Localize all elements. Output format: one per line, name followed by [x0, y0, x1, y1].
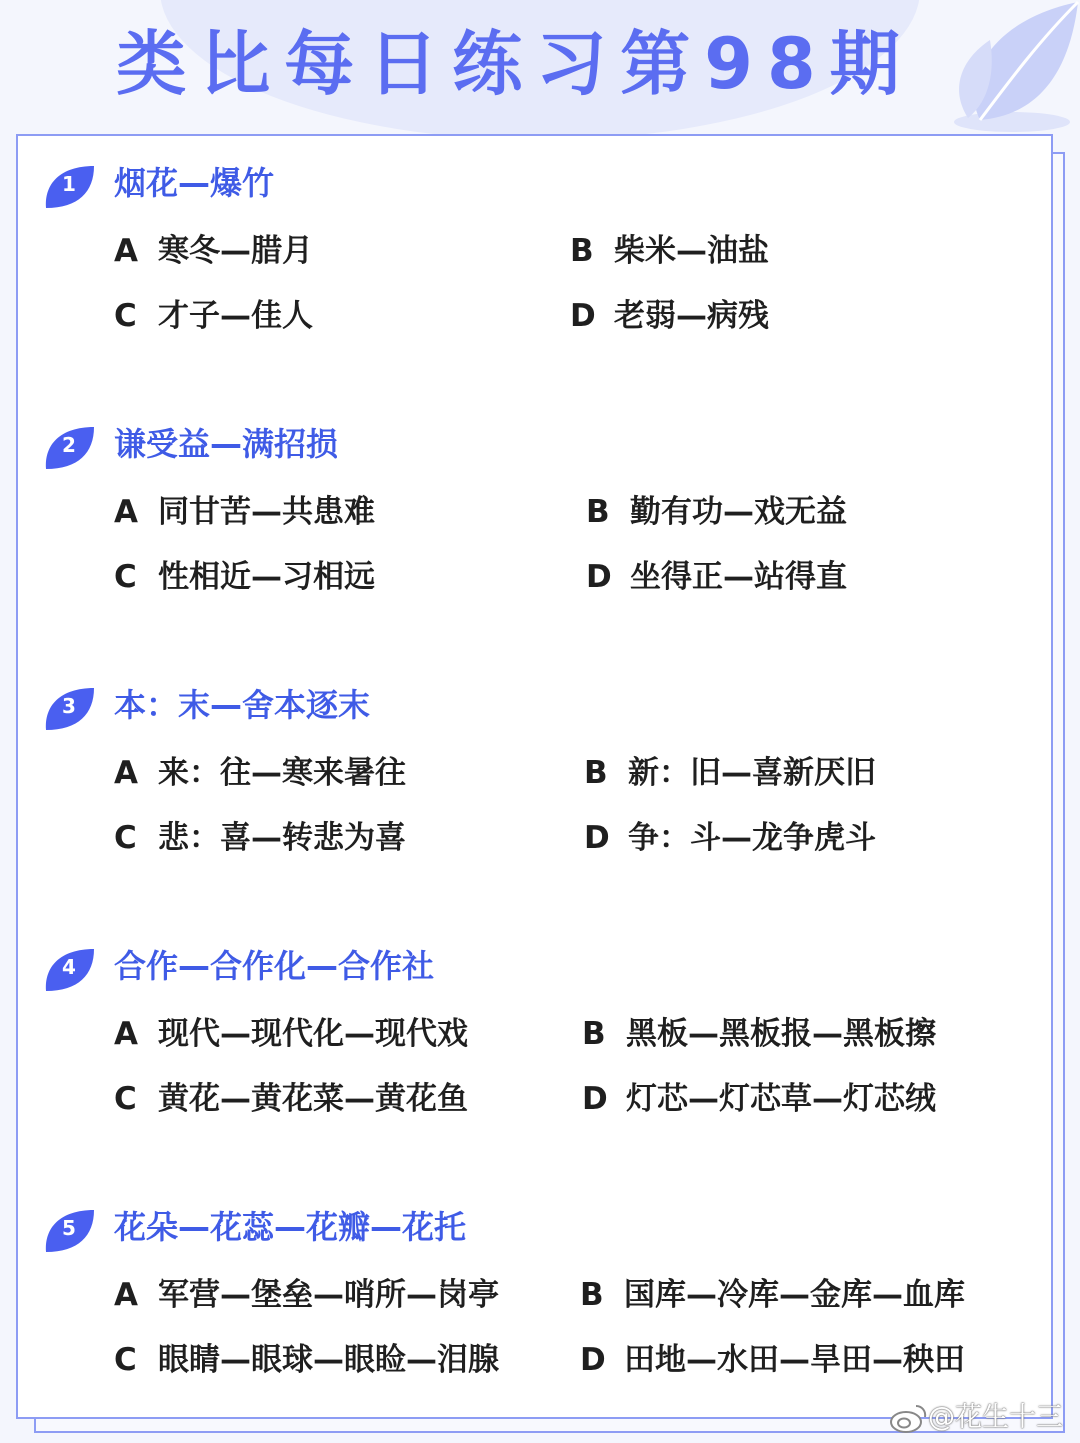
- option-letter: A: [114, 755, 138, 791]
- page-title: 类比每日练习第98期: [116, 23, 914, 105]
- option-c: [114, 1335, 499, 1385]
- option-text: 柴米—油盐: [614, 233, 769, 269]
- option-text: 军营—堡垒—哨所—岗亭: [158, 1277, 499, 1313]
- option-c: [114, 1074, 468, 1124]
- option-d: [580, 1335, 965, 1385]
- question-2: [18, 425, 1051, 625]
- question-card: [16, 134, 1053, 1419]
- option-letter: B: [570, 233, 594, 269]
- option-text: 争：斗—龙争虎斗: [628, 820, 876, 856]
- option-text: 来：往—寒来暑往: [158, 755, 406, 791]
- option-b: [580, 1270, 965, 1320]
- option-letter: B: [584, 755, 608, 791]
- option-b: [584, 748, 876, 798]
- question-number: 3: [62, 694, 76, 718]
- option-b: [582, 1009, 936, 1059]
- option-a: [114, 1270, 499, 1320]
- option-letter: C: [114, 820, 137, 856]
- watermark: @花生十三: [928, 1402, 1063, 1433]
- option-letter: D: [580, 1342, 606, 1378]
- option-text: 新：旧—喜新厌旧: [628, 755, 876, 791]
- option-letter: D: [582, 1081, 608, 1117]
- option-c: [114, 813, 406, 863]
- option-d: [570, 291, 769, 341]
- question-5: [18, 1208, 1051, 1408]
- option-letter: D: [570, 298, 596, 334]
- option-a: [114, 487, 375, 537]
- option-a: [114, 748, 406, 798]
- option-text: 现代—现代化—现代戏: [158, 1016, 468, 1052]
- option-text: 黑板—黑板报—黑板擦: [626, 1016, 936, 1052]
- option-text: 寒冬—腊月: [158, 233, 313, 269]
- option-letter: D: [584, 820, 610, 856]
- option-text: 同甘苦—共患难: [158, 494, 375, 530]
- option-letter: B: [582, 1016, 606, 1052]
- option-text: 勤有功—戏无益: [630, 494, 847, 530]
- option-text: 悲：喜—转悲为喜: [158, 820, 406, 856]
- option-letter: A: [114, 1016, 138, 1052]
- option-letter: C: [114, 1342, 137, 1378]
- option-d: [586, 552, 847, 602]
- option-a: [114, 1009, 468, 1059]
- question-stem: 谦受益—满招损: [114, 425, 339, 463]
- option-d: [584, 813, 876, 863]
- question-stem: 合作—合作化—合作社: [114, 947, 435, 985]
- question-4: [18, 947, 1051, 1147]
- question-number: 2: [62, 433, 76, 457]
- option-c: [114, 552, 375, 602]
- option-letter: B: [586, 494, 610, 530]
- option-text: 才子—佳人: [158, 298, 313, 334]
- option-letter: C: [114, 298, 137, 334]
- option-b: [586, 487, 847, 537]
- option-text: 黄花—黄花菜—黄花鱼: [158, 1081, 468, 1117]
- option-letter: A: [114, 1277, 138, 1313]
- option-text: 国库—冷库—金库—血库: [624, 1277, 965, 1313]
- question-number: 4: [62, 955, 76, 979]
- option-letter: A: [114, 233, 138, 269]
- option-letter: C: [114, 559, 137, 595]
- question-number: 1: [62, 172, 76, 196]
- option-text: 灯芯—灯芯草—灯芯绒: [626, 1081, 936, 1117]
- question-stem: 花朵—花蕊—花瓣—花托: [114, 1208, 467, 1246]
- question-stem: 烟花—爆竹: [114, 164, 275, 202]
- option-text: 眼睛—眼球—眼睑—泪腺: [158, 1342, 499, 1378]
- option-text: 坐得正—站得直: [630, 559, 847, 595]
- option-letter: D: [586, 559, 612, 595]
- option-a: [114, 226, 313, 276]
- question-3: [18, 686, 1051, 886]
- option-letter: A: [114, 494, 138, 530]
- option-letter: C: [114, 1081, 137, 1117]
- option-text: 老弱—病残: [614, 298, 769, 334]
- option-text: 性相近—习相远: [158, 559, 375, 595]
- option-c: [114, 291, 313, 341]
- option-d: [582, 1074, 936, 1124]
- question-stem: 本：末—舍本逐末: [114, 686, 371, 724]
- option-text: 田地—水田—旱田—秧田: [624, 1342, 965, 1378]
- question-1: [18, 164, 1051, 364]
- option-b: [570, 226, 769, 276]
- option-letter: B: [580, 1277, 604, 1313]
- question-number: 5: [62, 1216, 76, 1240]
